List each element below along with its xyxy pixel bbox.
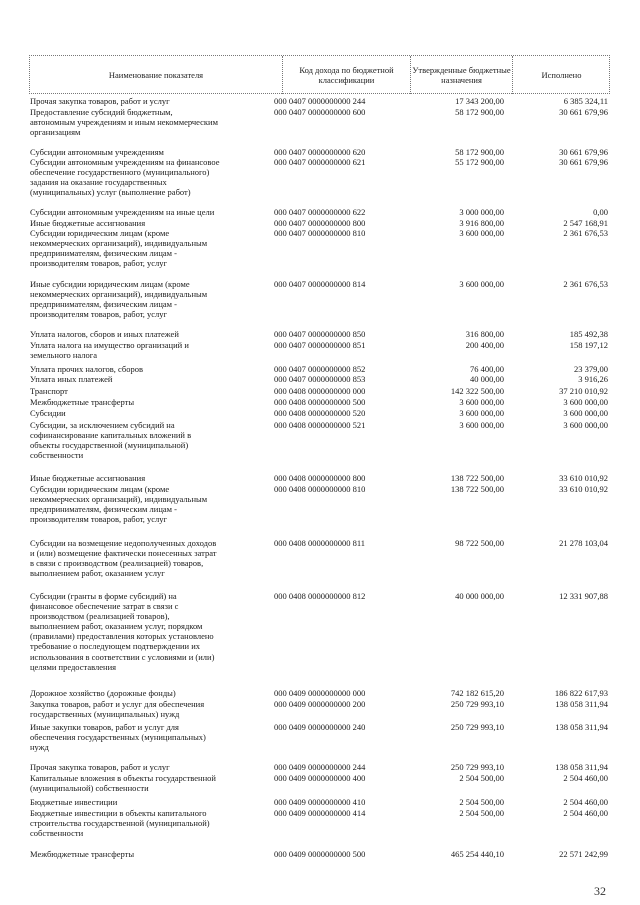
row-name: Субсидии автономным учреждениям на финансовое обеспечение государственного (муниципального) задания на оказание государственных (муниципальных) услуг (выполнение работ) [30,157,220,198]
row-name: Иные бюджетные ассигнования [30,473,146,483]
row-name: Уплата налогов, сборов и иных платежей [30,329,179,339]
row-code: 000 0407 0000000000 814 [274,279,366,289]
row-approved: 17 343 200,00 [455,96,504,106]
row-code: 000 0409 0000000000 244 [274,762,366,772]
row-code: 000 0407 0000000000 621 [274,157,366,167]
row-name: Уплата прочих налогов, сборов [30,364,143,374]
row-code: 000 0409 0000000000 400 [274,773,366,783]
row-executed: 6 385 324,11 [563,96,608,106]
row-code: 000 0407 0000000000 852 [274,364,366,374]
row-code: 000 0407 0000000000 620 [274,147,366,157]
row-name: Бюджетные инвестиции в объекты капитального строительства государственной (муниципальной) собственности [30,808,210,839]
row-executed: 12 331 907,88 [559,591,608,601]
row-executed: 185 492,38 [569,329,608,339]
row-approved: 200 400,00 [465,340,504,350]
row-name: Транспорт [30,386,68,396]
row-approved: 250 729 993,10 [450,699,504,709]
row-code: 000 0408 0000000000 812 [274,591,366,601]
row-code: 000 0407 0000000000 800 [274,218,366,228]
row-code: 000 0409 0000000000 410 [274,797,366,807]
row-executed: 23 379,00 [574,364,608,374]
row-code: 000 0409 0000000000 200 [274,699,366,709]
row-name: Субсидии, за исключением субсидий на софинансирование капитальных вложений в объекты государственной (муниципальной) собственности [30,420,192,461]
row-name: Капитальные вложения в объекты государственной (муниципальной) собственности [30,773,216,794]
row-approved: 3 916 800,00 [459,218,504,228]
row-approved: 55 172 900,00 [455,157,504,167]
row-executed: 138 058 311,94 [555,699,608,709]
row-name: Бюджетные инвестиции [30,797,118,807]
row-executed: 2 504 460,00 [563,773,608,783]
row-approved: 3 600 000,00 [459,408,504,418]
row-name: Субсидии автономным учреждениям [30,147,164,157]
row-executed: 21 278 103,04 [559,538,608,548]
row-executed: 33 610 010,92 [559,484,608,494]
row-code: 000 0408 0000000000 800 [274,473,366,483]
header-executed: Исполнено [512,56,610,94]
row-executed: 3 600 000,00 [563,397,608,407]
row-code: 000 0408 0000000000 811 [274,538,366,548]
row-name: Межбюджетные трансферты [30,397,135,407]
row-name: Субсидии юридическим лицам (кроме некоммерческих организаций), индивидуальным предпринимателям, физическим лицам - производителям товаров, работ, услуг [30,228,208,269]
row-code: 000 0407 0000000000 850 [274,329,366,339]
row-approved: 3 600 000,00 [459,228,504,238]
row-executed: 30 661 679,96 [559,157,608,167]
row-executed: 30 661 679,96 [559,147,608,157]
row-name: Иные бюджетные ассигнования [30,218,146,228]
row-executed: 33 610 010,92 [559,473,608,483]
row-executed: 186 822 617,93 [554,688,608,698]
row-executed: 2 547 168,91 [563,218,608,228]
row-approved: 3 600 000,00 [459,397,504,407]
row-executed: 2 504 460,00 [563,808,608,818]
row-executed: 3 916,26 [578,374,608,384]
row-approved: 2 504 500,00 [459,808,504,818]
row-approved: 138 722 500,00 [450,484,504,494]
row-code: 000 0408 0000000000 521 [274,420,366,430]
row-name: Субсидии на возмещение недополученных доходов и (или) возмещение фактически понесенных затрат в связи с производством (реализацией) товаров, выполнением работ, оказанием услуг [30,538,217,579]
row-code: 000 0407 0000000000 600 [274,107,366,117]
row-code: 000 0408 0000000000 000 [274,386,366,396]
row-executed: 158 197,12 [569,340,608,350]
row-name: Субсидии автономным учреждениям на иные цели [30,207,215,217]
row-name: Уплата налога на имущество организаций и земельного налога [30,340,189,361]
row-approved: 40 000 000,00 [455,591,504,601]
row-approved: 250 729 993,10 [450,762,504,772]
row-approved: 465 254 440,10 [450,849,504,859]
row-name: Уплата иных платежей [30,374,113,384]
row-name: Закупка товаров, работ и услуг для обеспечения государственных (муниципальных) нужд [30,699,205,720]
row-approved: 3 600 000,00 [459,279,504,289]
row-name: Предоставление субсидий бюджетным, автономным учреждениям и иным некоммерческим организациям [30,107,218,138]
row-name: Дорожное хозяйство (дорожные фонды) [30,688,176,698]
row-code: 000 0407 0000000000 622 [274,207,366,217]
row-name: Субсидии [30,408,66,418]
row-approved: 58 172 900,00 [455,147,504,157]
row-code: 000 0409 0000000000 500 [274,849,366,859]
row-executed: 2 361 676,53 [563,228,608,238]
row-executed: 138 058 311,94 [555,762,608,772]
row-code: 000 0409 0000000000 414 [274,808,366,818]
row-code: 000 0408 0000000000 520 [274,408,366,418]
header-code: Код дохода по бюджетной классификации [282,56,410,94]
row-code: 000 0408 0000000000 500 [274,397,366,407]
row-executed: 3 600 000,00 [563,408,608,418]
row-approved: 316 800,00 [465,329,504,339]
row-approved: 3 000 000,00 [459,207,504,217]
row-approved: 58 172 900,00 [455,107,504,117]
row-name: Иные субсидии юридическим лицам (кроме некоммерческих организаций), индивидуальным предпринимателям, физическим лицам - производителям товаров, работ, услуг [30,279,208,320]
row-name: Субсидии (гранты в форме субсидий) на финансовое обеспечение затрат в связи с производством (реализацией товаров), выполнением работ, оказанием услуг, порядком (правилами) предоставления которых установлено требование о последующем подтверждении их использования в соответствии с условиями и (или) целями предоставления [30,591,215,672]
row-name: Прочая закупка товаров, работ и услуг [30,762,170,772]
row-executed: 30 661 679,96 [559,107,608,117]
row-name: Прочая закупка товаров, работ и услуг [30,96,170,106]
row-code: 000 0407 0000000000 244 [274,96,366,106]
row-code: 000 0407 0000000000 853 [274,374,366,384]
header-name: Наименование показателя [108,70,204,80]
row-code: 000 0409 0000000000 240 [274,722,366,732]
row-executed: 0,00 [593,207,608,217]
row-approved: 3 600 000,00 [459,420,504,430]
row-executed: 2 504 460,00 [563,797,608,807]
row-code: 000 0409 0000000000 000 [274,688,366,698]
row-approved: 142 322 500,00 [450,386,504,396]
row-approved: 138 722 500,00 [450,473,504,483]
page-number: 32 [594,884,606,898]
row-code: 000 0407 0000000000 810 [274,228,366,238]
row-approved: 40 000,00 [470,374,504,384]
header-approved: Утвержденные бюджетные назначения [410,56,512,94]
row-name: Субсидии юридическим лицам (кроме некоммерческих организаций), индивидуальным предпринимателям, физическим лицам - производителям товаров, работ, услуг [30,484,208,525]
row-approved: 250 729 993,10 [450,722,504,732]
row-approved: 2 504 500,00 [459,773,504,783]
row-approved: 76 400,00 [470,364,504,374]
row-code: 000 0408 0000000000 810 [274,484,366,494]
row-code: 000 0407 0000000000 851 [274,340,366,350]
row-executed: 37 210 010,92 [559,386,608,396]
row-approved: 742 182 615,20 [450,688,504,698]
row-executed: 2 361 676,53 [563,279,608,289]
row-approved: 2 504 500,00 [459,797,504,807]
row-executed: 3 600 000,00 [563,420,608,430]
row-name: Межбюджетные трансферты [30,849,135,859]
row-approved: 98 722 500,00 [455,538,504,548]
row-executed: 22 571 242,99 [559,849,608,859]
row-executed: 138 058 311,94 [555,722,608,732]
row-name: Иные закупки товаров, работ и услуг для обеспечения государственных (муниципальных) нужд [30,722,206,753]
table-header [29,55,610,94]
